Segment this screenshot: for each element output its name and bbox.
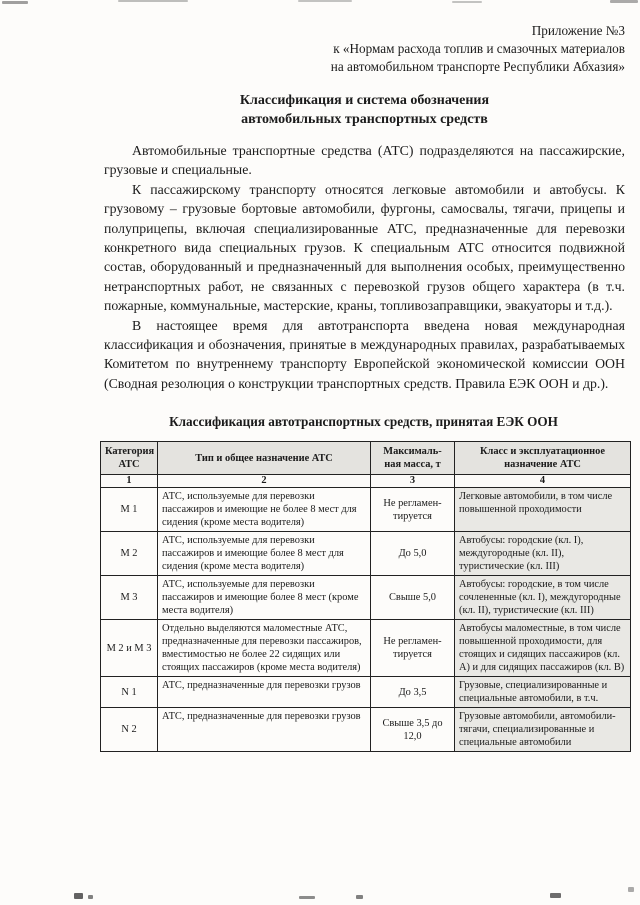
column-number: 4	[455, 475, 631, 488]
paragraph: К пассажирскому транспорту относятся легковые автомобили и автобусы. К грузовому – грузовые бортовые автомобили, фургоны, самосвалы, тягачи, прицепы и полуприцепы, включая специализированные АТС, предназначенные для перевозки конкретного вида специальных грузов. К специальным АТС относится подвижной состав, оборудованный и предназначенный для выполнения особых, преимущественно нетранспортных работ, не связанных с перевозкой грузов общего характера (в т.ч. пожарные, коммунальные, мастерские, краны, топливозаправщики, эвакуаторы и т.д.).	[104, 181, 625, 314]
column-number: 1	[101, 475, 158, 488]
cell-type: Отдельно выделяются маломестные АТС, предназначенные для перевозки пассажиров, вместимостью не более 22 сидящих или стоящих пассажиров (кроме места водителя)	[158, 620, 371, 677]
header-mass: Максималь-ная масса, т	[371, 442, 455, 475]
table-column-numbers-row	[101, 475, 631, 488]
table-row	[101, 620, 631, 677]
cell-category: N 2	[101, 708, 158, 752]
cell-mass: Свыше 5,0	[371, 576, 455, 620]
table-header-row	[101, 442, 631, 475]
cell-category: М 3	[101, 576, 158, 620]
appendix-line: к «Нормам расхода топлив и смазочных материалов	[333, 41, 625, 56]
appendix-line: Приложение №3	[531, 23, 625, 38]
paragraph: Автомобильные транспортные средства (АТС) подразделяются на пассажирские, грузовые и специальные.	[104, 143, 625, 178]
scan-artifact	[356, 895, 363, 899]
cell-category: М 1	[101, 488, 158, 532]
header-class: Класс и эксплуатационное назначение АТС	[455, 442, 631, 475]
cell-category: М 2	[101, 532, 158, 576]
document-title-line: автомобильных транспортных средств	[241, 112, 488, 127]
cell-category: М 2 и М 3	[101, 620, 158, 677]
page-content	[104, 22, 625, 752]
cell-class: Грузовые автомобили, автомобили-тягачи, специализированные и специальные автомобили	[455, 708, 631, 752]
cell-class: Грузовые, специализированные и специальные автомобили, в т.ч.	[455, 677, 631, 708]
table-row	[101, 532, 631, 576]
scan-artifact	[88, 895, 93, 899]
table-title: Классификация автотранспортных средств, принятая ЕЭК ООН	[169, 414, 558, 430]
cell-class: Автобусы: городские (кл. I), междугородные (кл. II), туристические (кл. III)	[455, 532, 631, 576]
cell-type: АТС, используемые для перевозки пассажиров и имеющие более 8 мест (кроме места водителя)	[158, 576, 371, 620]
cell-class: Автобусы: городские, в том числе сочлененные (кл. I), междугородные (кл. II), туристические (кл. III)	[455, 576, 631, 620]
cell-type: АТС, используемые для перевозки пассажиров и имеющие более 8 мест для сидения (кроме места водителя)	[158, 532, 371, 576]
cell-class: Автобусы маломестные, в том числе повышенной проходимости, для стоящих и сидящих пассажиров (кл. А) и для сидящих пассажиров (кл. В)	[455, 620, 631, 677]
classification-table	[100, 441, 631, 752]
document-title	[104, 91, 625, 129]
header-category: Категория АТС	[101, 442, 158, 475]
scan-artifact	[610, 0, 638, 3]
cell-category: N 1	[101, 677, 158, 708]
cell-type: АТС, предназначенные для перевозки грузов	[158, 708, 371, 752]
scan-artifact	[550, 893, 561, 898]
cell-class: Легковые автомобили, в том числе повышенной проходимости	[455, 488, 631, 532]
scan-artifact	[118, 0, 188, 2]
column-number: 2	[158, 475, 371, 488]
cell-type: АТС, предназначенные для перевозки грузов	[158, 677, 371, 708]
scan-artifact	[628, 887, 634, 892]
table-row	[101, 677, 631, 708]
appendix-block	[104, 22, 625, 76]
scan-artifact	[298, 0, 352, 2]
cell-mass: До 3,5	[371, 677, 455, 708]
table-row	[101, 708, 631, 752]
scan-artifact	[299, 896, 315, 899]
scan-artifact	[74, 893, 83, 899]
table-row	[101, 488, 631, 532]
cell-mass: Не регламен-тируется	[371, 620, 455, 677]
document-title-line: Классификация и система обозначения	[239, 93, 490, 108]
cell-mass: Свыше 3,5 до 12,0	[371, 708, 455, 752]
cell-mass: До 5,0	[371, 532, 455, 576]
cell-mass: Не регламен-тируется	[371, 488, 455, 532]
scan-artifact	[452, 1, 482, 3]
appendix-line: на автомобильном транспорте Республики Абхазия»	[330, 59, 625, 74]
scan-artifact	[2, 1, 28, 4]
table-row	[101, 576, 631, 620]
paragraph: В настоящее время для автотранспорта введена новая международная классификация и обозначения, принятые в международных правилах, разрабатываемых Комитетом по внутреннему транспорту Европейской экономической комиссии ООН (Сводная резолюция о конструкции транспортных средств. Правила ЕЭК ООН и др.).	[104, 317, 625, 391]
column-number: 3	[371, 475, 455, 488]
cell-type: АТС, используемые для перевозки пассажиров и имеющие не более 8 мест для сидения (кроме места водителя)	[158, 488, 371, 532]
header-type: Тип и общее назначение АТС	[158, 442, 371, 475]
